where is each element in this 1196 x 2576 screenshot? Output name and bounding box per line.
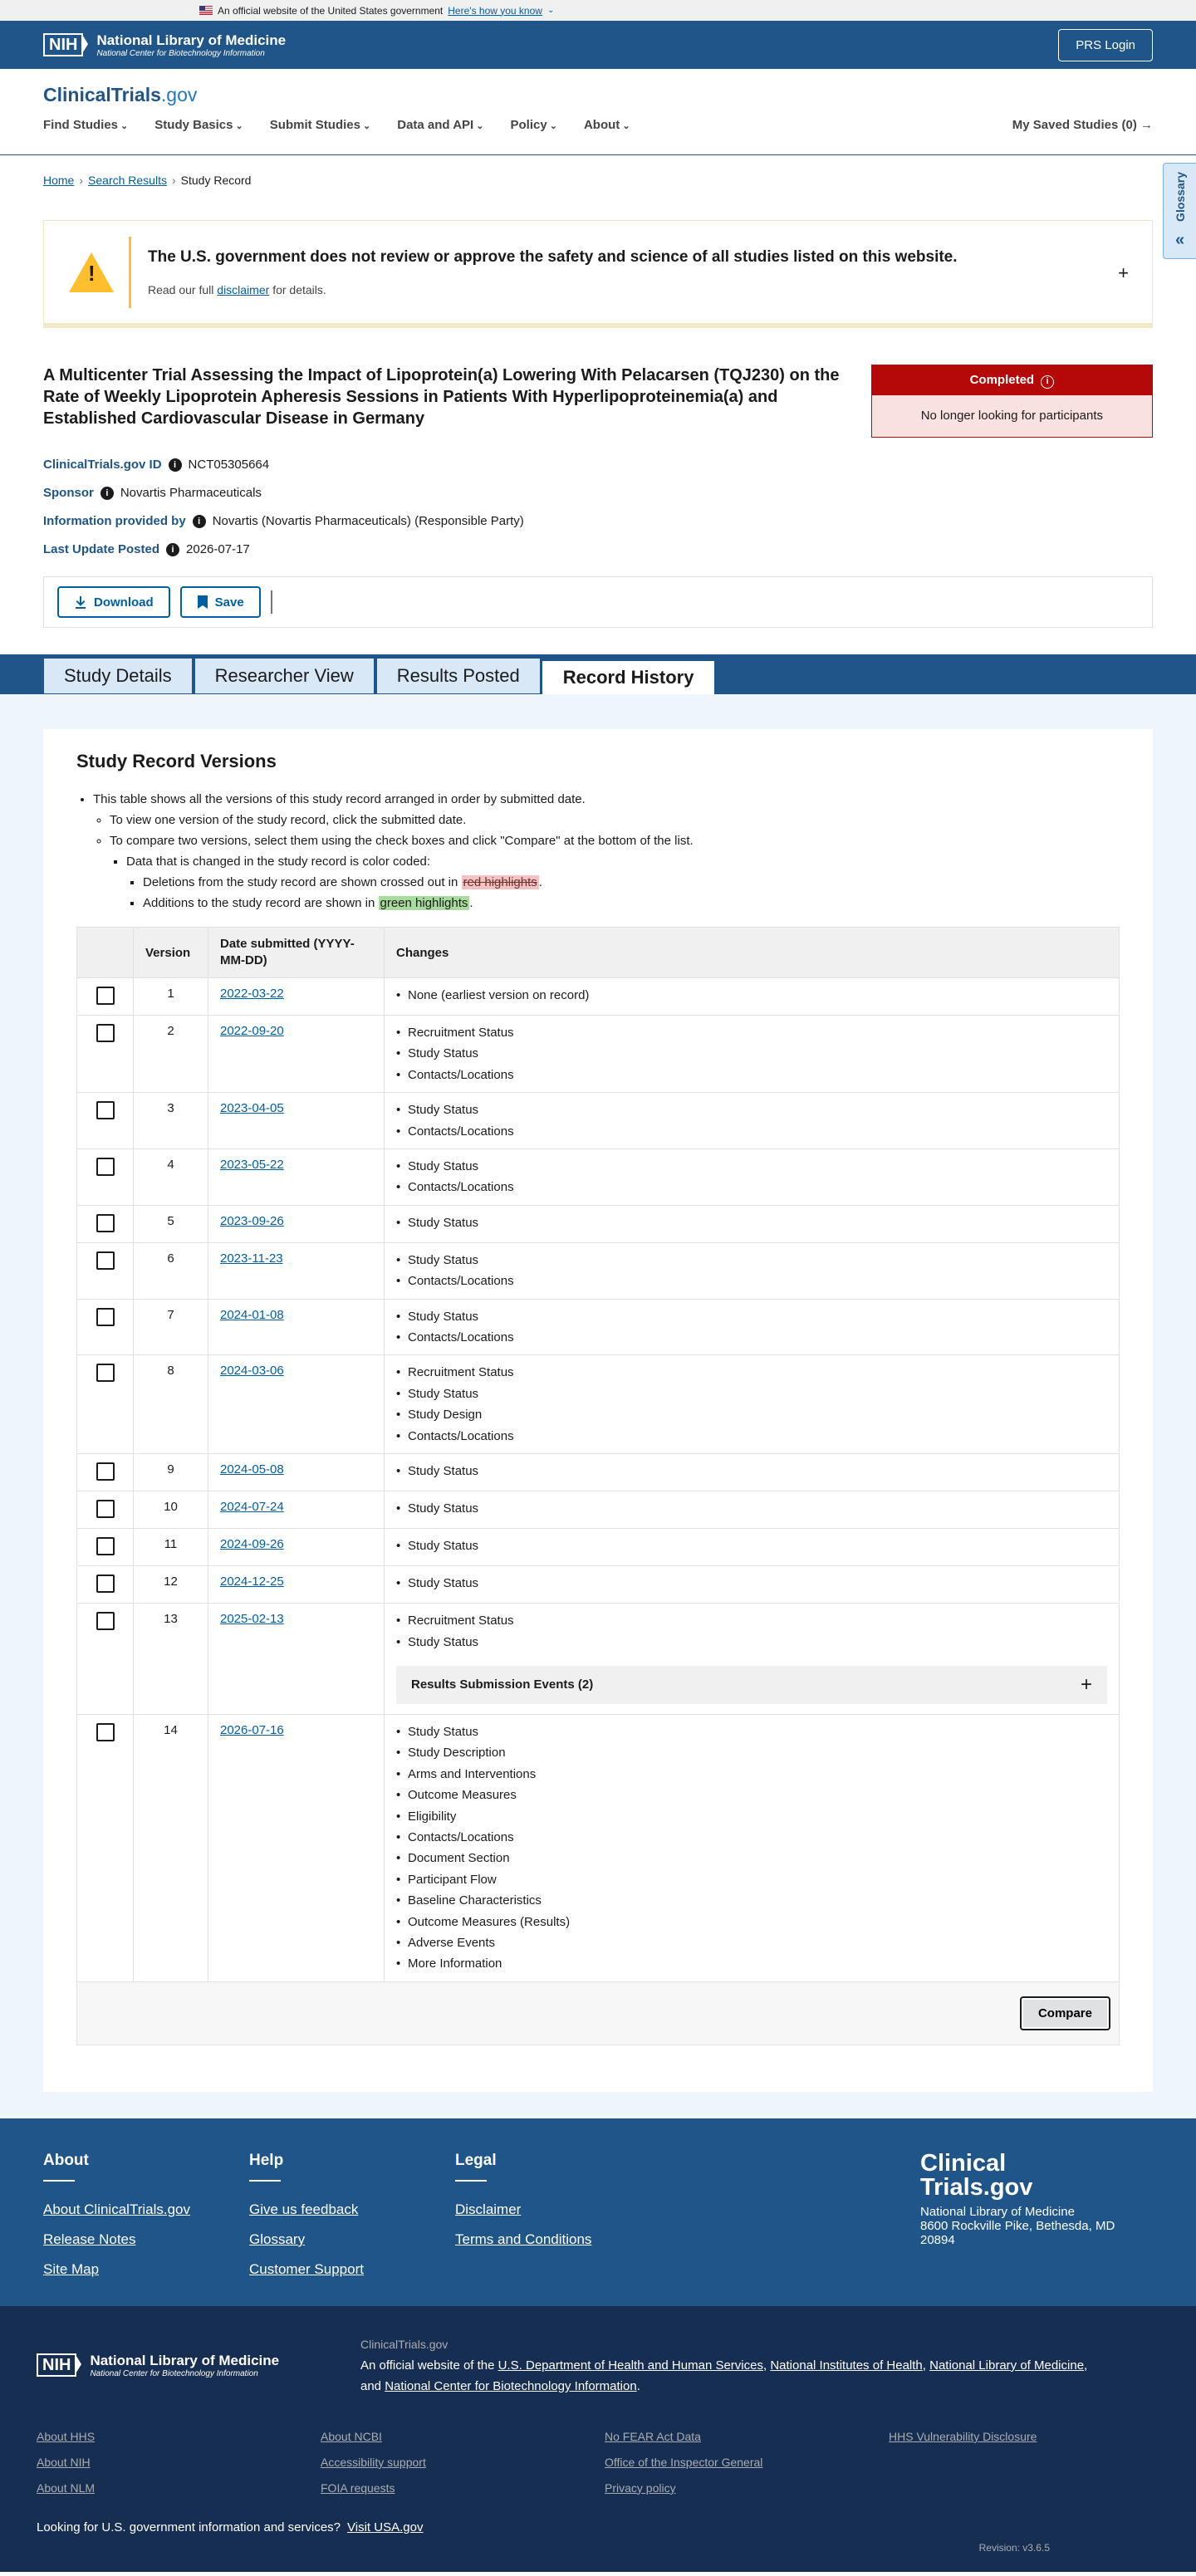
version-number: 8 [134, 1355, 208, 1454]
changes-list [396, 1535, 1107, 1556]
footer-bottom [0, 2306, 1196, 2572]
changes-list [396, 1022, 1107, 1085]
table-row [77, 1566, 1120, 1604]
nlm-header [0, 21, 1196, 69]
version-date-link[interactable]: 2024-07-24 [220, 1500, 284, 1515]
footer-link[interactable]: Release Notes [43, 2231, 136, 2247]
footer-address-text: 8600 Rockville Pike, Bethesda, MD 20894 [920, 2218, 1115, 2247]
change-item: • Study Status [396, 1632, 1107, 1653]
version-date-link[interactable]: 2022-09-20 [220, 1024, 284, 1038]
footer-link[interactable]: Terms and Conditions [455, 2231, 592, 2247]
change-item: • Baseline Characteristics [396, 1890, 1107, 1911]
site-logo[interactable] [43, 84, 1153, 106]
warning-icon: ! [69, 252, 114, 292]
footer-link[interactable]: Office of the Inspector General [605, 2455, 763, 2469]
changes-list [396, 1156, 1107, 1198]
usa-gov-link[interactable]: Visit USA.gov [347, 2520, 424, 2534]
change-item: • Contacts/Locations [396, 1177, 1107, 1197]
change-item: • Study Status [396, 1573, 1107, 1594]
version-checkbox[interactable] [96, 1251, 115, 1270]
tab-researcher-view[interactable]: Researcher View [194, 658, 375, 694]
footer-link-grid [37, 2430, 1159, 2495]
breadcrumb-current: Study Record [180, 174, 252, 187]
breadcrumb-separator: › [171, 174, 176, 187]
tab-results-posted[interactable]: Results Posted [376, 658, 541, 694]
events-label: Results Submission Events (2) [411, 1677, 594, 1692]
change-item: • Contacts/Locations [396, 1065, 1107, 1085]
table-row [77, 1355, 1120, 1454]
changes-column-header: Changes [385, 928, 1120, 978]
version-checkbox[interactable] [96, 1537, 115, 1555]
footer-top [0, 2118, 1196, 2306]
bookmark-icon [197, 595, 208, 609]
footer-column-legal [455, 2152, 661, 2273]
change-item: • Study Status [396, 1461, 1107, 1481]
version-number: 7 [134, 1299, 208, 1355]
footer-link[interactable]: No FEAR Act Data [605, 2429, 701, 2443]
change-item: • Study Status [396, 1212, 1107, 1233]
save-label: Save [214, 595, 244, 610]
disclaimer-alert [43, 220, 1153, 328]
change-item: • Document Section [396, 1848, 1107, 1868]
version-number: 3 [134, 1093, 208, 1149]
double-chevron-left-icon: « [1174, 231, 1185, 250]
change-item: • Study Status [396, 1306, 1107, 1327]
change-item: • Recruitment Status [396, 1022, 1107, 1043]
version-number: 5 [134, 1205, 208, 1242]
version-date-link[interactable]: 2024-03-06 [220, 1364, 284, 1379]
table-row [77, 1016, 1120, 1093]
meta-label: ClinicalTrials.gov ID [43, 458, 162, 472]
history-notes [76, 789, 1120, 913]
table-row [77, 1454, 1120, 1491]
meta-value: Novartis (Novartis Pharmaceuticals) (Responsible Party) [212, 514, 524, 528]
changes-list [396, 1573, 1107, 1594]
note-item: ▪ Deletions from the study record are shown crossed out in red highlights . [143, 872, 1120, 893]
change-item: • Study Status [396, 1043, 1107, 1064]
footer-official-text: ClinicalTrials.gov An official website of the U.S. Department of Health and Human Services, National Institutes of Health, National Library of Medicine, and National Center for Biotechnology Information. [360, 2337, 1088, 2393]
expand-plus-icon: + [1080, 1672, 1092, 1696]
version-checkbox[interactable] [96, 1024, 115, 1042]
note-item: ▪ Data that is changed in the study record is color coded: ▪ Deletions from the study record are shown crossed out in red highlights . ▪ Additions to the study record are shown in green highlights . [126, 851, 1120, 913]
status-box [871, 365, 1153, 438]
footer-link[interactable]: About NCBI [321, 2429, 382, 2443]
info-icon[interactable]: i [169, 458, 182, 472]
nav-study-basics[interactable]: Study Basics ⌄ [154, 118, 243, 132]
info-icon[interactable]: i [1041, 375, 1054, 389]
change-item: • Participant Flow [396, 1869, 1107, 1890]
version-checkbox[interactable] [96, 1308, 115, 1326]
note-item: ◦ To view one version of the study record, click the submitted date. [110, 810, 1120, 830]
gov-banner [0, 0, 1196, 21]
breadcrumb-home[interactable]: Home [43, 174, 75, 187]
change-item: • Recruitment Status [396, 1362, 1107, 1383]
changes-list [396, 1498, 1107, 1519]
study-meta [0, 438, 1196, 556]
change-item: • More Information [396, 1953, 1107, 1974]
version-date-link[interactable]: 2026-07-16 [220, 1722, 284, 1737]
version-number: 14 [134, 1714, 208, 1981]
footer-site-logo[interactable]: Clinical Trials.gov [920, 2149, 1033, 2201]
meta-label: Last Update Posted [43, 542, 160, 556]
changes-list [396, 1362, 1107, 1447]
table-row [77, 1242, 1120, 1299]
version-checkbox[interactable] [96, 1462, 115, 1481]
save-button[interactable] [180, 586, 261, 618]
action-bar [43, 576, 1153, 628]
download-icon [74, 595, 87, 609]
deletion-highlight: red highlights [463, 875, 537, 889]
version-number: 13 [134, 1604, 208, 1715]
version-number: 1 [134, 978, 208, 1016]
changes-list [396, 1610, 1107, 1653]
addition-highlight: green highlights [380, 896, 468, 910]
footer-heading: Legal [455, 2152, 661, 2182]
meta-row [43, 486, 1153, 500]
table-row [77, 1205, 1120, 1242]
nlm-link[interactable]: National Library of Medicine [929, 2358, 1085, 2373]
note-item: ◦ To compare two versions, select them using the check boxes and click "Compare" at the bottom of the list. ▪ Data that is changed in the study record is color coded: ▪ Deletions from the study record are shown crossed out in red highlights . ▪ Additions to the study record are shown in green highlights . [110, 830, 1120, 913]
footer-heading: Help [249, 2152, 455, 2182]
footer-link[interactable]: Site Map [43, 2260, 100, 2277]
prs-login-button[interactable]: PRS Login [1058, 29, 1153, 61]
footer-link[interactable]: About NIH [37, 2455, 91, 2469]
version-date-link[interactable]: 2023-05-22 [220, 1158, 284, 1173]
change-item: • Contacts/Locations [396, 1121, 1107, 1142]
meta-row [43, 542, 1153, 556]
download-label: Download [94, 595, 154, 610]
table-header-row [77, 928, 1120, 978]
changes-list [396, 1721, 1107, 1975]
action-divider [271, 590, 272, 614]
meta-value: 2026-07-17 [186, 542, 250, 556]
change-item: • Outcome Measures (Results) [396, 1912, 1107, 1932]
site-logo-main: ClinicalTrials [43, 84, 161, 105]
tab-record-history[interactable]: Record History [542, 661, 715, 694]
version-checkbox[interactable] [96, 1500, 115, 1518]
change-item: • Study Status [396, 1498, 1107, 1519]
glossary-tab[interactable] [1163, 163, 1196, 259]
glossary-label: Glossary [1173, 171, 1187, 222]
change-item: • Study Status [396, 1250, 1107, 1271]
change-item: • Contacts/Locations [396, 1327, 1107, 1348]
table-row [77, 1093, 1120, 1149]
nav-find-studies[interactable]: Find Studies ⌄ [43, 118, 128, 132]
my-saved-studies-link[interactable] [1012, 118, 1153, 132]
nlm-logo[interactable] [43, 32, 286, 58]
info-icon[interactable]: i [166, 543, 179, 556]
status-badge: Completed i [872, 365, 1152, 395]
version-date-link[interactable]: 2024-01-08 [220, 1307, 284, 1322]
footer-link[interactable]: Glossary [249, 2231, 306, 2247]
table-row [77, 1491, 1120, 1529]
chevron-down-icon: ⌄ [547, 6, 555, 15]
nav-submit-studies[interactable]: Submit Studies ⌄ [270, 118, 370, 132]
footer-link[interactable]: Accessibility support [321, 2455, 426, 2469]
version-checkbox[interactable] [96, 1101, 115, 1119]
version-date-link[interactable]: 2022-03-22 [220, 987, 284, 1001]
footer-link[interactable]: About NLM [37, 2481, 96, 2495]
meta-label: Information provided by [43, 514, 186, 528]
change-item: • Contacts/Locations [396, 1271, 1107, 1291]
nih-link[interactable]: National Institutes of Health [770, 2358, 923, 2373]
version-checkbox[interactable] [96, 1574, 115, 1593]
nlm-title: National Library of Medicine [96, 32, 287, 48]
footer-nlm-logo[interactable]: NIH National Library of Medicine National Center for Biotechnology Information [37, 2334, 336, 2397]
info-icon[interactable]: i [193, 515, 206, 528]
hhs-link[interactable]: U.S. Department of Health and Human Services [498, 2358, 763, 2373]
version-checkbox[interactable] [96, 1364, 115, 1382]
tab-study-details[interactable]: Study Details [43, 658, 193, 694]
change-item: • Arms and Interventions [396, 1764, 1107, 1785]
note-item: ▪ Additions to the study record are shown in green highlights . [143, 893, 1120, 913]
section-title: Study Record Versions [76, 751, 277, 771]
version-checkbox[interactable] [96, 1612, 115, 1630]
saved-studies-label: My Saved Studies (0) [1012, 118, 1137, 132]
version-number: 12 [134, 1566, 208, 1604]
table-row [77, 978, 1120, 1016]
version-date-link[interactable]: 2023-04-05 [220, 1101, 284, 1116]
download-button[interactable] [57, 586, 170, 618]
version-date-link[interactable]: 2024-05-08 [220, 1462, 284, 1477]
versions-table [76, 927, 1120, 2045]
meta-label: Sponsor [43, 486, 94, 500]
note-item: • This table shows all the versions of this study record arranged in order by submitted date. ◦ To view one version of the study record, click the submitted date. ◦ To compare two versions, select them using the check boxes and click "Compare" at the bottom of the list. ▪ Data that is changed in the study record is color coded: ▪ Deletions from the study record are shown crossed out in red highlights . ▪ Additions to the study record are shown in green highlights . [93, 789, 1120, 913]
change-item: • None (earliest version on record) [396, 985, 1107, 1006]
footer-heading: About [43, 2152, 249, 2182]
breadcrumb-search-results[interactable]: Search Results [88, 174, 167, 187]
footer-link[interactable]: Give us feedback [249, 2201, 359, 2217]
footer-link[interactable]: Customer Support [249, 2260, 364, 2277]
nlm-subtitle: National Center for Biotechnology Information [96, 48, 265, 58]
version-number: 9 [134, 1454, 208, 1491]
checkbox-column-header [77, 928, 134, 978]
compare-button[interactable]: Compare [1020, 1996, 1110, 2030]
study-tabs [0, 654, 1196, 694]
meta-value: NCT05305664 [188, 458, 270, 472]
change-item: • Study Design [396, 1404, 1107, 1425]
study-title: A Multicenter Trial Assessing the Impact of Lipoprotein(a) Lowering With Pelacarsen (TQJ230) on the Rate of Weekly Lipoprotein Apheresis Sessions in Patients With Hyperlipoproteinemia(a) and Established Cardiovascular Disease in Germany [43, 366, 840, 428]
version-checkbox[interactable] [96, 1214, 115, 1232]
change-item: • Contacts/Locations [396, 1426, 1107, 1447]
site-header [0, 69, 1196, 155]
version-number: 10 [134, 1491, 208, 1529]
version-number: 11 [134, 1529, 208, 1566]
table-row [77, 1299, 1120, 1355]
change-item: • Study Status [396, 1099, 1107, 1120]
breadcrumb-separator: › [79, 174, 84, 187]
meta-row [43, 514, 1153, 528]
heres-how-you-know-link[interactable]: Here's how you know [448, 4, 542, 17]
footer-column-help [249, 2151, 455, 2277]
nav-about[interactable]: About ⌄ [584, 118, 630, 132]
date-column-header: Date submitted (YYYY-MM-DD) [208, 928, 385, 978]
footer-link[interactable]: About ClinicalTrials.gov [43, 2201, 190, 2217]
change-item: • Study Status [396, 1156, 1107, 1177]
version-date-link[interactable]: 2023-09-26 [220, 1213, 284, 1228]
nav-policy[interactable]: Policy ⌄ [511, 118, 557, 132]
version-number: 2 [134, 1016, 208, 1093]
change-item: • Eligibility [396, 1806, 1107, 1827]
changes-list [396, 985, 1107, 1006]
version-number: 4 [134, 1149, 208, 1206]
version-number: 6 [134, 1242, 208, 1299]
change-item: • Outcome Measures [396, 1785, 1107, 1805]
meta-value: Novartis Pharmaceuticals [120, 486, 262, 500]
change-item: • Study Description [396, 1742, 1107, 1763]
record-history-card [43, 729, 1153, 2092]
change-item: • Study Status [396, 1721, 1107, 1742]
content-area [0, 694, 1196, 2118]
table-row [77, 1714, 1120, 1981]
expand-plus-icon[interactable]: + [1118, 262, 1129, 283]
changes-list [396, 1250, 1107, 1292]
breadcrumb [0, 155, 1196, 187]
meta-row [43, 458, 1153, 472]
us-flag-icon [199, 6, 213, 15]
usa-gov-line: Looking for U.S. government information and services? Visit USA.gov [37, 2520, 424, 2534]
ncbi-link[interactable]: National Center for Biotechnology Information [385, 2378, 637, 2393]
version-checkbox[interactable] [96, 1723, 115, 1741]
alert-title: The U.S. government does not review or approve the safety and science of all studies listed on this website. [148, 247, 958, 266]
version-date-link[interactable]: 2024-09-26 [220, 1537, 284, 1552]
footer-address [920, 2149, 1153, 2273]
results-submission-events[interactable] [396, 1666, 1107, 1704]
footer-column-about [43, 2151, 249, 2277]
info-icon[interactable]: i [100, 487, 114, 500]
change-item: • Adverse Events [396, 1932, 1107, 1953]
study-header [0, 328, 1196, 438]
changes-list [396, 1306, 1107, 1349]
changes-list [396, 1212, 1107, 1233]
change-item: • Study Status [396, 1535, 1107, 1556]
changes-list [396, 1099, 1107, 1142]
table-row [77, 1529, 1120, 1566]
version-checkbox[interactable] [96, 1158, 115, 1176]
footer-link[interactable]: FOIA requests [321, 2481, 395, 2495]
footer-link[interactable]: Disclaimer [455, 2201, 522, 2217]
footer-link[interactable]: HHS Vulnerability Disclosure [889, 2429, 1037, 2443]
alert-divider [129, 237, 131, 308]
version-date-link[interactable]: 2025-02-13 [220, 1612, 284, 1627]
gov-banner-text: An official website of the United States government [218, 4, 444, 17]
revision-text: Revision: v3.6.5 [978, 2541, 1050, 2554]
compare-row [77, 1981, 1120, 2045]
nav-data-and-api[interactable]: Data and API ⌄ [397, 118, 483, 132]
disclaimer-link[interactable]: disclaimer [217, 282, 270, 296]
table-row [77, 1604, 1120, 1715]
nih-logo-icon: NIH [37, 2353, 76, 2377]
version-date-link[interactable]: 2024-12-25 [220, 1574, 284, 1589]
change-item: • Study Status [396, 1383, 1107, 1404]
site-logo-suffix: .gov [160, 84, 198, 105]
footer-link[interactable]: Privacy policy [605, 2481, 676, 2495]
version-date-link[interactable]: 2023-11-23 [220, 1251, 283, 1266]
nih-logo-icon: NIH [43, 33, 83, 56]
changes-list [396, 1461, 1107, 1481]
alert-text: Read our full disclaimer for details. [148, 282, 326, 296]
footer-org: National Library of Medicine [920, 2204, 1075, 2219]
main-nav [43, 118, 1153, 132]
arrow-right-icon: → [1140, 118, 1153, 132]
table-row [77, 1149, 1120, 1206]
change-item: • Contacts/Locations [396, 1827, 1107, 1848]
change-item: • Recruitment Status [396, 1610, 1107, 1631]
recruitment-status: No longer looking for participants [872, 395, 1152, 437]
footer-link[interactable]: About HHS [37, 2429, 96, 2443]
version-column-header: Version [134, 928, 208, 978]
version-checkbox[interactable] [96, 987, 115, 1005]
